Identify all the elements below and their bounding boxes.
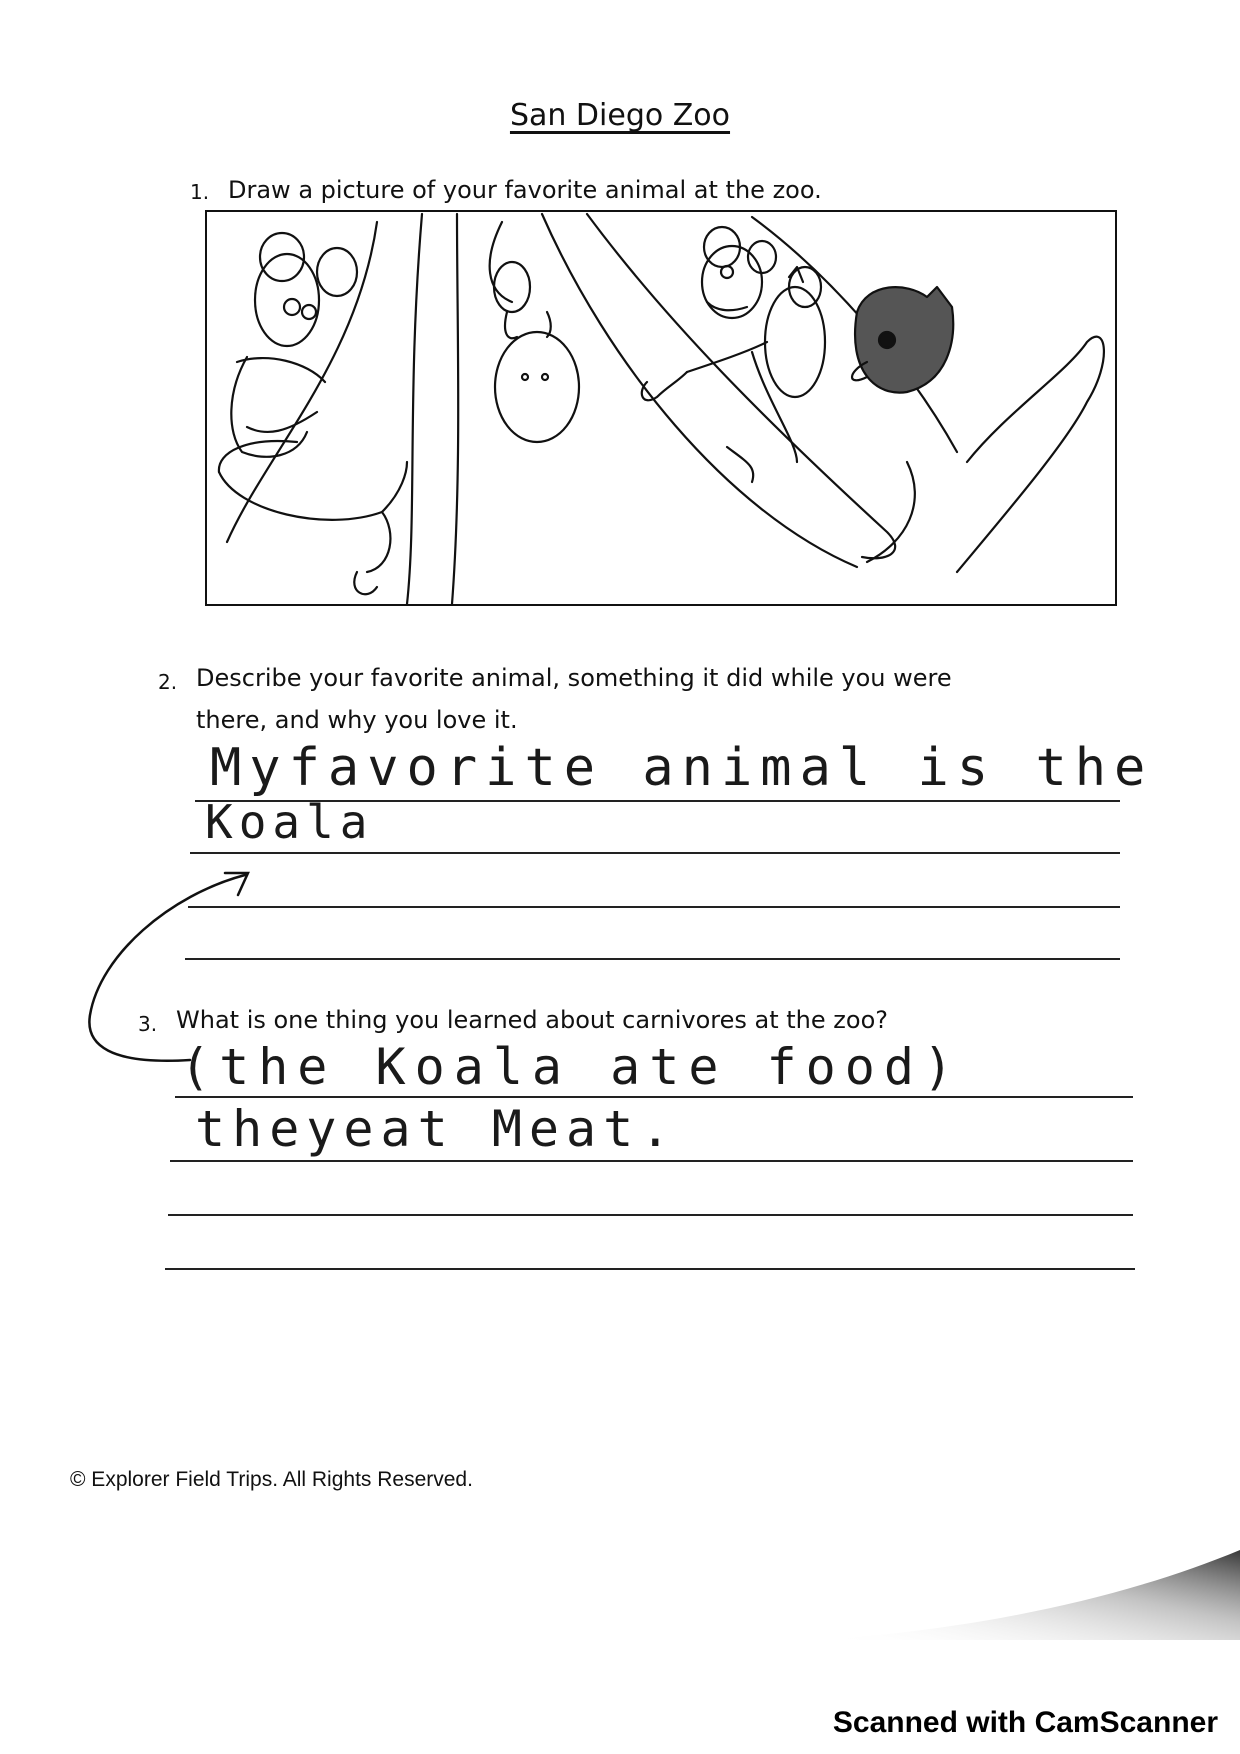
q3-answer-line1: (the Koala ate food)	[180, 1038, 963, 1096]
q2-text-line1: Describe your favorite animal, something it did while you were	[196, 664, 952, 692]
copyright-footer: © Explorer Field Trips. All Rights Reserved.	[70, 1468, 473, 1491]
answer-line	[168, 1214, 1133, 1216]
answer-line	[170, 1160, 1133, 1162]
q1-number: 1.	[190, 180, 210, 204]
scan-shadow	[820, 1540, 1240, 1640]
q3-number: 3.	[138, 1012, 158, 1036]
answer-line	[188, 906, 1120, 908]
camscanner-watermark: Scanned with CamScanner	[832, 1706, 1218, 1739]
answer-line	[165, 1268, 1135, 1270]
answer-line	[175, 1096, 1133, 1098]
q1-text: Draw a picture of your favorite animal at the zoo.	[228, 176, 822, 204]
q3-text: What is one thing you learned about carnivores at the zoo?	[176, 1006, 888, 1034]
q3-answer-line2: theyeat Meat.	[195, 1100, 678, 1158]
koala-drawing	[207, 212, 1115, 604]
q2-text-line2: there, and why you love it.	[196, 706, 518, 734]
q2-answer-line2: Koala	[205, 795, 374, 849]
worksheet-title: San Diego Zoo	[509, 98, 731, 133]
q2-answer-line1: Myfavorite animal is the	[210, 738, 1154, 798]
q2-number: 2.	[158, 670, 178, 694]
answer-line	[190, 852, 1120, 854]
answer-line	[185, 958, 1120, 960]
drawing-box	[205, 210, 1117, 606]
